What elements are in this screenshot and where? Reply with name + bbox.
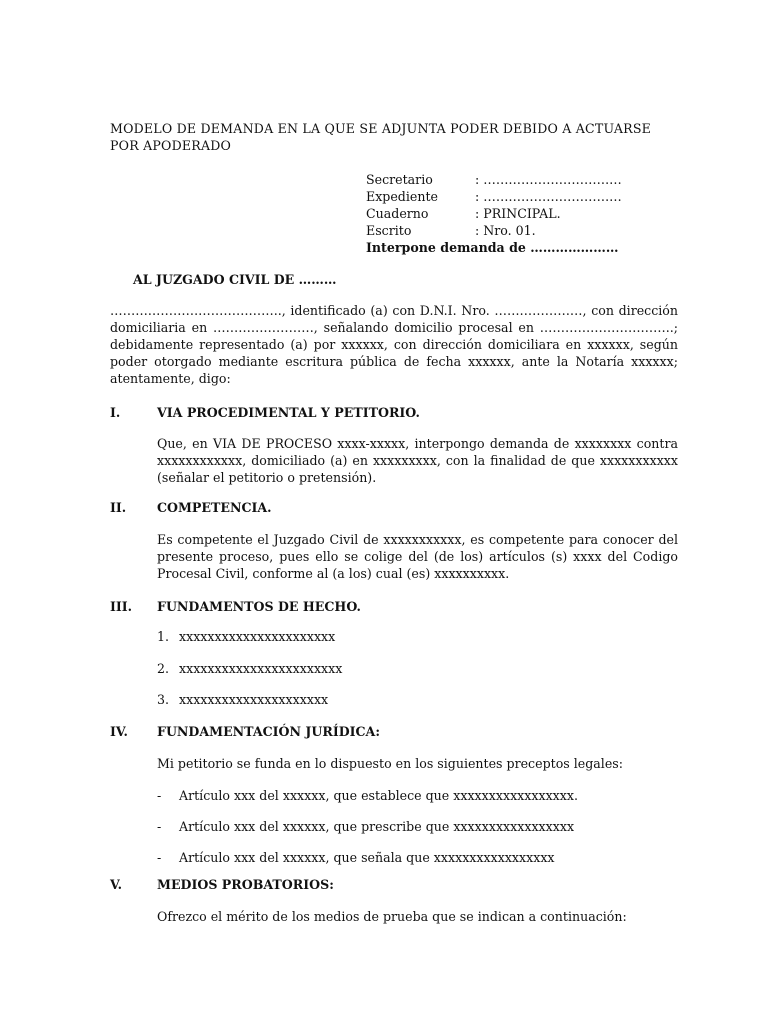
section-number: I. bbox=[110, 405, 121, 420]
header-value: : …………………………… bbox=[475, 189, 622, 204]
list-item bbox=[157, 660, 342, 677]
addressee: AL JUZGADO CIVIL DE ……… bbox=[133, 272, 337, 287]
header-value: : PRINCIPAL. bbox=[475, 206, 561, 221]
section-title: MEDIOS PROBATORIOS: bbox=[157, 877, 334, 892]
legal-item bbox=[157, 787, 578, 804]
section-number: III. bbox=[110, 599, 133, 614]
section-paragraph: Mi petitorio se funda en lo dispuesto en los siguientes preceptos legales: bbox=[157, 756, 623, 771]
dash-marker: - bbox=[157, 850, 162, 865]
list-text: xxxxxxxxxxxxxxxxxxxxx bbox=[179, 692, 329, 707]
header-row-cuaderno bbox=[366, 205, 686, 222]
section-number: IV. bbox=[110, 724, 128, 739]
case-header bbox=[366, 171, 686, 256]
section-paragraph: Es competente el Juzgado Civil de xxxxxxxxxxx, es competente para conocer del presente proceso, pues ello se colige del (de los) artículos (s) xxxx del Codigo Procesal Civil, conforme al (a los) cual (es) xxxxxxxxxx. bbox=[157, 532, 678, 581]
section-number: V. bbox=[110, 877, 122, 892]
header-label: Cuaderno bbox=[366, 206, 429, 221]
list-text: xxxxxxxxxxxxxxxxxxxxxxx bbox=[179, 661, 343, 676]
legal-text: Artículo xxx del xxxxxx, que señala que xxxxxxxxxxxxxxxxx bbox=[179, 850, 555, 865]
section-paragraph: Que, en VIA DE PROCESO xxxx-xxxxx, interpongo demanda de xxxxxxxx contra xxxxxxxxxxxx, domiciliado (a) en xxxxxxxxx, con la finalidad de que xxxxxxxxxxx (señalar el petitorio o pretensión). bbox=[157, 436, 678, 485]
dash-marker: - bbox=[157, 788, 162, 803]
header-row-escrito bbox=[366, 222, 686, 239]
section-title: VIA PROCEDIMENTAL Y PETITORIO. bbox=[157, 405, 420, 420]
dash-marker: - bbox=[157, 819, 162, 834]
header-label: Escrito bbox=[366, 223, 412, 238]
legal-text: Artículo xxx del xxxxxx, que establece que xxxxxxxxxxxxxxxxx. bbox=[179, 788, 578, 803]
legal-item bbox=[157, 818, 574, 835]
list-number: 1. bbox=[157, 629, 170, 644]
section-title: FUNDAMENTACIÓN JURÍDICA: bbox=[157, 724, 380, 739]
list-text: xxxxxxxxxxxxxxxxxxxxxx bbox=[179, 629, 336, 644]
legal-item bbox=[157, 849, 555, 866]
document-title: MODELO DE DEMANDA EN LA QUE SE ADJUNTA PODER DEBIDO A ACTUARSE POR APODERADO bbox=[110, 121, 652, 153]
header-row-secretario bbox=[366, 171, 686, 188]
list-item bbox=[157, 628, 335, 645]
section-title: COMPETENCIA. bbox=[157, 500, 272, 515]
header-label: Secretario bbox=[366, 172, 433, 187]
list-number: 3. bbox=[157, 692, 170, 707]
section-paragraph: Ofrezco el mérito de los medios de prueba que se indican a continuación: bbox=[157, 909, 627, 924]
legal-text: Artículo xxx del xxxxxx, que prescribe que xxxxxxxxxxxxxxxxx bbox=[179, 819, 575, 834]
list-number: 2. bbox=[157, 661, 170, 676]
header-row-expediente bbox=[366, 188, 686, 205]
list-item bbox=[157, 691, 328, 708]
section-number: II. bbox=[110, 500, 127, 515]
section-title: FUNDAMENTOS DE HECHO. bbox=[157, 599, 361, 614]
header-value: : …………………………… bbox=[475, 172, 622, 187]
header-row-interpone: Interpone demanda de ………………… bbox=[366, 240, 619, 255]
intro-paragraph: ………………………………….., identificado (a) con D.N.I. Nro. …………………, con dirección domiciliaria en ……………………, señalando domicilio procesal en …………………………..; debidamente representado (a) por xxxxxx, con dirección domiciliara en xxxxxx, según poder otorgado mediante escritura pública de fecha xxxxxx, ante la Notaría xxxxxx; atentamente, digo: bbox=[110, 303, 678, 386]
header-value: : Nro. 01. bbox=[475, 223, 536, 238]
header-label: Expediente bbox=[366, 189, 438, 204]
